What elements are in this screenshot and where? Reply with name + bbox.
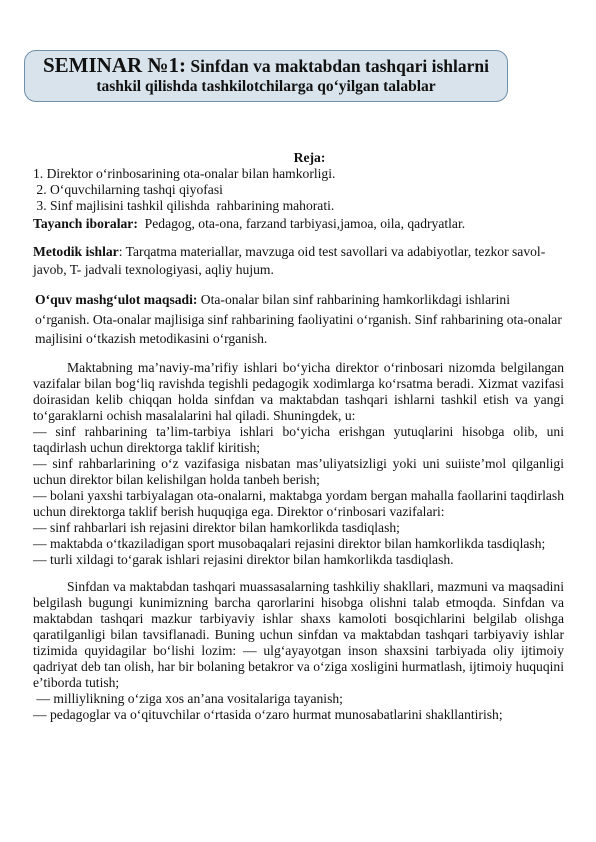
plan-heading: Reja: xyxy=(293,150,326,165)
document-body xyxy=(33,150,564,723)
plan-item: 3. Sinf majlisini tashkil qilishda rahbarining mahorati. xyxy=(33,198,335,213)
list-item: — sinf rahbarining ta’lim-tarbiya ishlari bo‘yicha erishgan yutuqlarini hisobga olib, uni taqdirlash uchun direktorga taklif kiritish; xyxy=(33,423,564,455)
list-item: — sinf rahbarlari ish rejasini direktor bilan hamkorlikda tasdiqlash; xyxy=(33,519,400,535)
seminar-title-banner xyxy=(24,50,508,102)
list-item: — pedagoglar va o‘qituvchilar o‘rtasida o‘zaro hurmat munosabatlarini shakllantirish; xyxy=(33,706,503,722)
keywords-label: Tayanch iboralar: xyxy=(33,216,138,231)
list-item: — bolani yaxshi tarbiyalagan ota-onalarni, maktabga yordam bergan mahalla faollarini taqdirlash uchun direktorga taklif berish huquqiga ega. Direktor o‘rinbosari vazifalari: xyxy=(33,487,564,519)
list-item: — sinf rahbarlarining o‘z vazifasiga nisbatan mas’uliyatsizligi yoki uni suiiste’mol qilganligi uchun direktor bilan kelishilgan holda tanbeh berish; xyxy=(33,455,564,487)
methods-paragraph xyxy=(33,243,564,279)
seminar-title-line-2: tashkil qilishda tashkilotchilarga qo‘yilgan talablar xyxy=(96,78,436,95)
section2-intro: Sinfdan va maktabdan tashqari muassasalarning tashkiliy shakllari, mazmuni va maqsadini belgilash bugungi kunimizning barcha qarorlarini hisobga olishni talab etmoqda. Sinfdan va maktabdan tashqari mazkur tarbiyaviy ishlar shaxs kamoloti bosqichlarini belgilab olishga qaratilganligi bilan tavsiflanadi. Buning uchun sinfdan va maktabdan tashqari tarbiyaviy ishlar tizimida quyidagilar bo‘lishi lozim: — ulg‘ayayotgan inson shaxsini tarbiyada oliy ijtimoiy qadriyat deb tan olish, har bir bolaning betakror va o‘ziga xosligini hurmatlash, ijtimoiy huquqini e’tiborda tutish; xyxy=(33,578,564,690)
seminar-title-line-1: Sinfdan va maktabdan tashqari ishlarni xyxy=(190,56,489,76)
section1-intro: Maktabning ma’naviy-ma’rifiy ishlari bo‘yicha direktor o‘rinbosari nizomda belgilangan vazifalar bilan bog‘liq ravishda tegishli pedagogik xodimlarga ko‘rsatma beradi. Xizmat vazifasi doirasidan kelib chiqqan holda sinfdan va maktabdan tashqari ishlarni tashkil etish va yangi to‘garaklarni ochish masalalarini hal qiladi. Shuningdek, u: xyxy=(33,359,564,423)
plan-item: 2. O‘quvchilarning tashqi qiyofasi xyxy=(33,182,223,197)
goal-text: Ota-onalar bilan sinf rahbarining hamkorlikdagi ishlarini o‘rganish. Ota-onalar majlisiga sinf rahbarining faoliyatini o‘rganish. Sinf rahbarining ota-onalar majlisini o‘tkazish metodikasini o‘rganish. xyxy=(35,292,562,346)
seminar-label: SEMINAR №1: xyxy=(43,53,187,77)
list-item: — maktabda o‘tkaziladigan sport musobaqalari rejasini direktor bilan hamkorlikda tasdiqlash; xyxy=(33,535,546,551)
goal-label: O‘quv mashg‘ulot maqsadi: xyxy=(35,292,198,307)
keywords-paragraph xyxy=(33,216,564,232)
list-item: — turli xildagi to‘garak ishlari rejasini direktor bilan hamkorlikda tasdiqlash. xyxy=(33,551,454,567)
banner-line-1 xyxy=(25,55,507,77)
plan-item: 1. Direktor o‘rinbosarining ota-onalar bilan hamkorligi. xyxy=(33,166,336,181)
list-item: — milliylikning o‘ziga xos an’ana vositalariga tayanish; xyxy=(33,690,343,706)
methods-label: Metodik ishlar xyxy=(33,244,119,259)
keywords-text: Pedagog, ota-ona, farzand tarbiyasi,jamoa, oila, qadryatlar. xyxy=(137,216,466,231)
goal-paragraph xyxy=(33,290,564,349)
methods-text: : Tarqatma materiallar, mavzuga oid test savollari va adabiyotlar, tezkor savol-javob, T- jadvali texnologiyasi, aqliy hujum. xyxy=(33,244,546,277)
